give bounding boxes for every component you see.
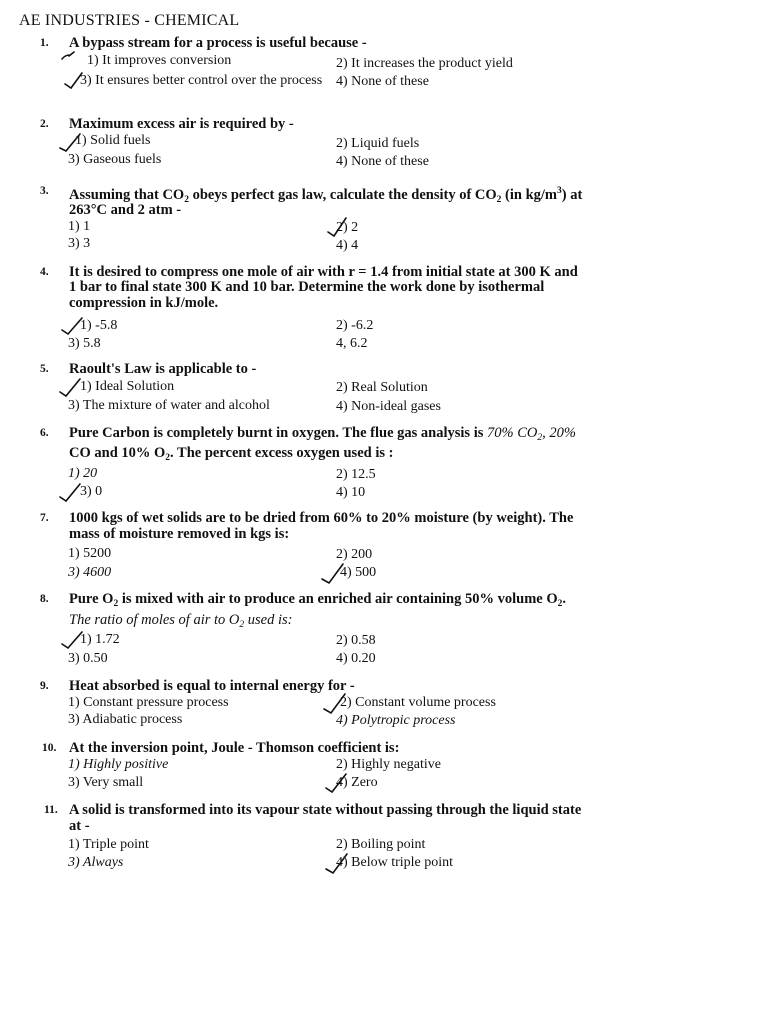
option-2: 2) 2 [336, 220, 359, 235]
handwritten-tick-mark-q6-opt3 [58, 482, 84, 502]
question-text-line-2: 1 bar to final state 300 K and 10 bar. Determine the work done by isothermal [69, 279, 545, 295]
option-3: 3) 5.8 [68, 336, 101, 351]
option-4: 4) Polytropic process [336, 713, 456, 728]
question-text-line-2: mass of moisture removed in kgs is: [69, 526, 290, 542]
option-2: 2) Boiling point [336, 837, 426, 852]
option-2: 2) -6.2 [336, 318, 374, 333]
question-text-line-1: A solid is transformed into its vapour state without passing through the liquid state [69, 802, 582, 818]
question-number: 3. [40, 185, 49, 197]
question-text: At the inversion point, Joule - Thomson coefficient is: [69, 740, 400, 756]
option-1: 1) 1 [68, 219, 91, 234]
option-1: 1) Triple point [68, 837, 149, 852]
option-4: 4) 0.20 [336, 651, 376, 666]
option-4: 4) Zero [336, 775, 378, 790]
option-2: 2) It increases the product yield [336, 56, 513, 71]
question-text: Assuming that $CO_2$ obeys perfect gas law, calculate the density of $CO_2$ (in $kg/m^3$) at [69, 186, 583, 205]
question-text: Heat absorbed is equal to internal energy for - [69, 678, 355, 694]
handwritten-tick-mark-q7-opt4 [320, 562, 346, 582]
option-1: 1) Solid fuels [75, 133, 151, 148]
question-text-line-1: Pure Carbon is completely burnt in oxygen. The flue gas analysis is 70% $CO_2$, 20% [69, 425, 576, 443]
question-number: 8. [40, 593, 49, 605]
option-3: 3) It ensures better control over the process [80, 73, 323, 88]
option-2: 2) Liquid fuels [336, 136, 420, 151]
option-1: 1) -5.8 [80, 318, 118, 333]
option-4: 4) 10 [336, 485, 366, 500]
option-4: 4) None of these [336, 154, 429, 169]
question-text-line-1: 1000 kgs of wet solids are to be dried from 60% to 20% moisture (by weight). The [69, 510, 574, 526]
handwritten-tick-mark-q8-opt1 [60, 630, 86, 650]
handwritten-tick-mark-q1-opt1 [60, 50, 86, 70]
option-1: 1) It improves conversion [87, 53, 232, 68]
option-3: 3) The mixture of water and alcohol [68, 398, 270, 413]
option-2: 2) 0.58 [336, 633, 376, 648]
option-3: 3) 0 [80, 484, 103, 499]
handwritten-tick-mark-q11-opt4 [324, 852, 350, 872]
option-2: 2) 12.5 [336, 467, 376, 482]
handwritten-tick-mark-q5-opt1 [58, 377, 84, 397]
handwritten-tick-mark-q2-opt1 [58, 132, 84, 152]
question-text-line-2: The ratio of moles of air to $O_2$ used is: [69, 612, 293, 630]
question-text-line-3: compression in kJ/mole. [69, 295, 219, 311]
option-4: 4) 500 [340, 565, 377, 580]
question-number: 10. [42, 742, 57, 754]
option-2: 2) 200 [336, 547, 373, 562]
handwritten-tick-mark-q10-opt4 [324, 772, 350, 792]
question-text-line-2: CO and 10% $O_2$. The percent excess oxygen used is : [69, 445, 394, 463]
handwritten-tick-mark-q1-opt3 [62, 70, 88, 90]
option-4: 4, 6.2 [336, 336, 368, 351]
question-text: A bypass stream for a process is useful because - [69, 35, 367, 51]
question-text: Maximum excess air is required by - [69, 116, 294, 132]
handwritten-tick-mark-q9-opt2 [322, 692, 348, 712]
question-number: 4. [40, 266, 49, 278]
option-1: 1) Constant pressure process [68, 695, 229, 710]
option-3: 3) Always [68, 855, 124, 870]
option-3: 3) 4600 [68, 565, 112, 580]
question-text-line-1: It is desired to compress one mole of air with r = 1.4 from initial state at 300 K and [69, 264, 578, 280]
question-number: 5. [40, 363, 49, 375]
question-text-line-2: at - [69, 818, 90, 834]
option-2: 2) Real Solution [336, 380, 428, 395]
option-3: 3) Very small [68, 775, 144, 790]
question-text-line-2: 263°C and 2 atm - [69, 202, 182, 218]
option-3: 3) Gaseous fuels [68, 152, 162, 167]
question-number: 7. [40, 512, 49, 524]
question-number: 6. [40, 427, 49, 439]
handwritten-tick-mark-q4-opt1 [60, 316, 86, 336]
option-2: 2) Highly negative [336, 757, 441, 772]
option-1: 1) 5200 [68, 546, 112, 561]
option-4: 4) None of these [336, 74, 429, 89]
question-number: 2. [40, 118, 49, 130]
option-4: 4) Non-ideal gases [336, 399, 441, 414]
option-1: 1) 20 [68, 466, 98, 481]
option-1: 1) Ideal Solution [80, 379, 175, 394]
question-number: 1. [40, 37, 49, 49]
page-title: AE INDUSTRIES - CHEMICAL [19, 12, 240, 29]
option-3: 3) 0.50 [68, 651, 108, 666]
option-3: 3) Adiabatic process [68, 712, 183, 727]
question-text: Raoult's Law is applicable to - [69, 361, 257, 377]
option-4: 4) Below triple point [336, 855, 454, 870]
option-1: 1) Highly positive [68, 757, 169, 772]
option-3: 3) 3 [68, 236, 91, 251]
question-number: 11. [44, 804, 58, 816]
option-4: 4) 4 [336, 238, 359, 253]
question-text-line-1: Pure $O_2$ is mixed with air to produce an enriched air containing 50% volume $O_2$. [69, 591, 567, 609]
option-1: 1) 1.72 [80, 632, 120, 647]
option-2: 2) Constant volume process [340, 695, 496, 710]
handwritten-tick-mark-q3-opt2 [326, 216, 352, 236]
question-number: 9. [40, 680, 49, 692]
